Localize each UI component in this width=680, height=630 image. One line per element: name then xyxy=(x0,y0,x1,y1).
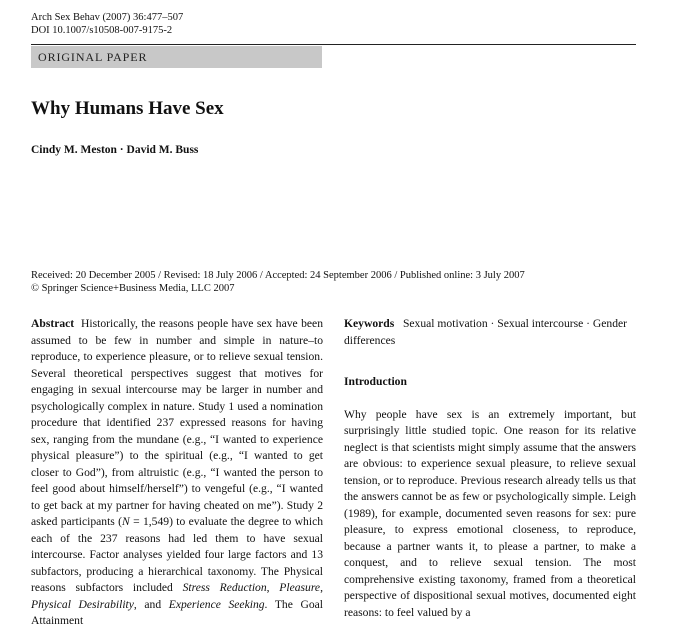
keywords xyxy=(344,316,636,349)
history-dates: Received: 20 December 2005 / Revised: 18 July 2006 / Accepted: 24 September 2006 / Published online: 3 July 2007 xyxy=(31,270,525,281)
introduction-text: Why people have sex is an extremely important, but surprisingly little studied topic. One reason for its relative neglect is that scientists might simply assume that the answers are obvious: to experience sexual pleasure, to relieve sexual tension, or to reproduce. Previous research already tells us that the answers cannot be as few or psychologically simple. Leigh (1989), for example, documented seven reasons for sex: pure pleasure, to express emotional closeness, to reproduce, because a partner wants it, to please a partner, to make a conquest, and to relieve sexual tension. The most comprehensive existing taxonomy, framed from a theoretical perspective of dispositional sexual motives, documented eight reasons: to feel valued by a xyxy=(344,407,636,619)
keywords-text: Sexual motivation · Sexual intercourse · Gender differences xyxy=(344,317,628,347)
abstract xyxy=(31,316,323,630)
abstract-text-2: = 1,549) to evaluate the degree to which each of the 237 reasons had led them to have sexual intercourse. Factor analyses yielded four large factors and 13 subfactors, producing a hierarchical taxonomy. The Physical reasons subfactors included xyxy=(31,515,324,594)
abstract-text-3: . The Goal Attainment xyxy=(31,597,323,627)
introduction-heading: Introduction xyxy=(344,375,407,388)
journal-header xyxy=(31,11,183,37)
separator: , xyxy=(320,581,323,594)
right-column xyxy=(344,316,636,621)
subfactor-pleasure: Pleasure xyxy=(279,581,321,594)
n-variable: N xyxy=(122,515,130,528)
doi: DOI 10.1007/s10508-007-9175-2 xyxy=(31,25,173,36)
abstract-column xyxy=(31,316,323,630)
separator: , xyxy=(266,581,280,594)
paper-title: Why Humans Have Sex xyxy=(31,98,224,119)
subfactor-stress-reduction: Stress Reduction xyxy=(182,581,267,594)
abstract-text-1: Historically, the reasons people have sex have been assumed to be few in number and simple in nature–to reproduce, to experience pleasure, or to relieve sexual tension. Several theoretical perspectives suggest that motives for engaging in sexual intercourse may be larger in number and psychologically complex in nature. Study 1 used a nomination procedure that identified 237 expressed reasons for having sex, ranging from the mundane (e.g., “I wanted to experience physical pleasure”) to the spiritual (e.g., “I wanted to get closer to God”), from altruistic (e.g., “I wanted the person to feel good about himself/herself”) to vengeful (e.g., “I wanted to get back at my partner for having cheated on me”). Study 2 asked participants ( xyxy=(31,317,323,528)
copyright: © Springer Science+Business Media, LLC 2007 xyxy=(31,283,235,294)
subfactor-experience-seeking: Experience Seeking xyxy=(168,597,265,611)
abstract-label: Abstract xyxy=(31,317,75,330)
publication-dates xyxy=(31,269,525,295)
authors: Cindy M. Meston · David M. Buss xyxy=(31,144,199,156)
keywords-label: Keywords xyxy=(344,317,395,330)
header-rule xyxy=(31,44,636,45)
subfactor-physical-desirability: Physical Desirability xyxy=(31,597,134,611)
journal-citation: Arch Sex Behav (2007) 36:477–507 xyxy=(31,12,184,23)
article-type-badge: ORIGINAL PAPER xyxy=(31,46,322,68)
separator: , and xyxy=(133,597,169,611)
